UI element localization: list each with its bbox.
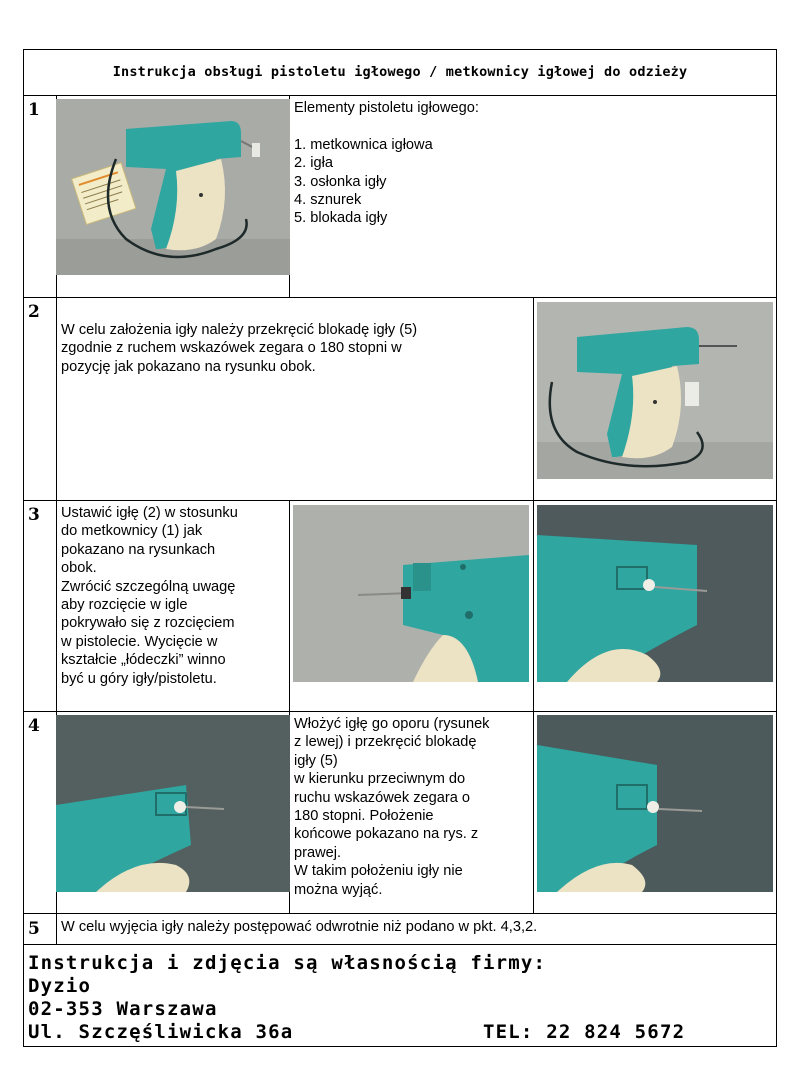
needle-gun-lock-rotated-photo <box>537 302 773 479</box>
step-5-text: W celu wyjęcia igły należy postępować odwrotnie niż podano w pkt. 4,3,2. <box>61 919 538 935</box>
needle-alignment-side-photo <box>293 505 529 682</box>
footer-company: Dyzio <box>28 975 92 997</box>
step-number: 4 <box>28 716 40 736</box>
row-divider <box>23 500 777 501</box>
footer-street: Ul. Szczęśliwicka 36a <box>28 1021 294 1043</box>
needle-gun-overview-photo <box>56 99 290 275</box>
step-number: 3 <box>28 505 40 525</box>
column-divider <box>533 297 534 500</box>
column-divider <box>533 500 534 711</box>
step-2-text: W celu założenia igły należy przekręcić blokadę igły (5) zgodnie z ruchem wskazówek zegara o 180 stopni w pozycję jak pokazano na rysunku obok. <box>61 322 418 375</box>
row-divider <box>23 913 777 914</box>
needle-inserted-photo <box>56 715 290 892</box>
step-number: 2 <box>28 302 40 322</box>
needle-alignment-front-photo <box>537 505 773 682</box>
row-divider <box>23 711 777 712</box>
step-3-text: Ustawić igłę (2) w stosunku do metkownicy (1) jak pokazano na rysunkach obok. Zwrócić szczególną uwagę aby rozcięcie w igle pokrywało się z rozcięciem w pistolecie. Wycięcie w kształcie „łódeczki” winno być u góry igły/pistoletu. <box>61 505 238 687</box>
table-border-left <box>23 49 24 1047</box>
row-divider <box>23 95 777 96</box>
step-number: 5 <box>28 919 40 939</box>
footer-ownership: Instrukcja i zdjęcia są własnością firmy: <box>28 952 547 974</box>
row-divider <box>23 297 777 298</box>
footer-phone: TEL: 22 824 5672 <box>483 1021 686 1043</box>
step-4-text: Włożyć igłę go oporu (rysunek z lewej) i przekręcić blokadę igły (5) w kierunku przeciwnym do ruchu wskazówek zegara o 180 stopni. Położenie końcowe pokazano na rys. z prawej. W takim położeniu igły nie można wyjąć. <box>294 716 490 898</box>
row-divider <box>23 944 777 945</box>
step-number: 1 <box>28 100 40 120</box>
table-border-right <box>776 49 777 1047</box>
column-divider <box>289 500 290 711</box>
document-title: Instrukcja obsługi pistoletu igłowego / metkownicy igłowej do odzieży <box>112 64 688 80</box>
column-divider <box>533 711 534 913</box>
table-border-bottom <box>23 1046 777 1047</box>
footer-postal-city: 02-353 Warszawa <box>28 998 218 1020</box>
step-1-text: Elementy pistoletu igłowego: 1. metkownica igłowa 2. igła 3. osłonka igły 4. sznurek 5. blokada igły <box>294 100 479 227</box>
needle-locked-photo <box>537 715 773 892</box>
